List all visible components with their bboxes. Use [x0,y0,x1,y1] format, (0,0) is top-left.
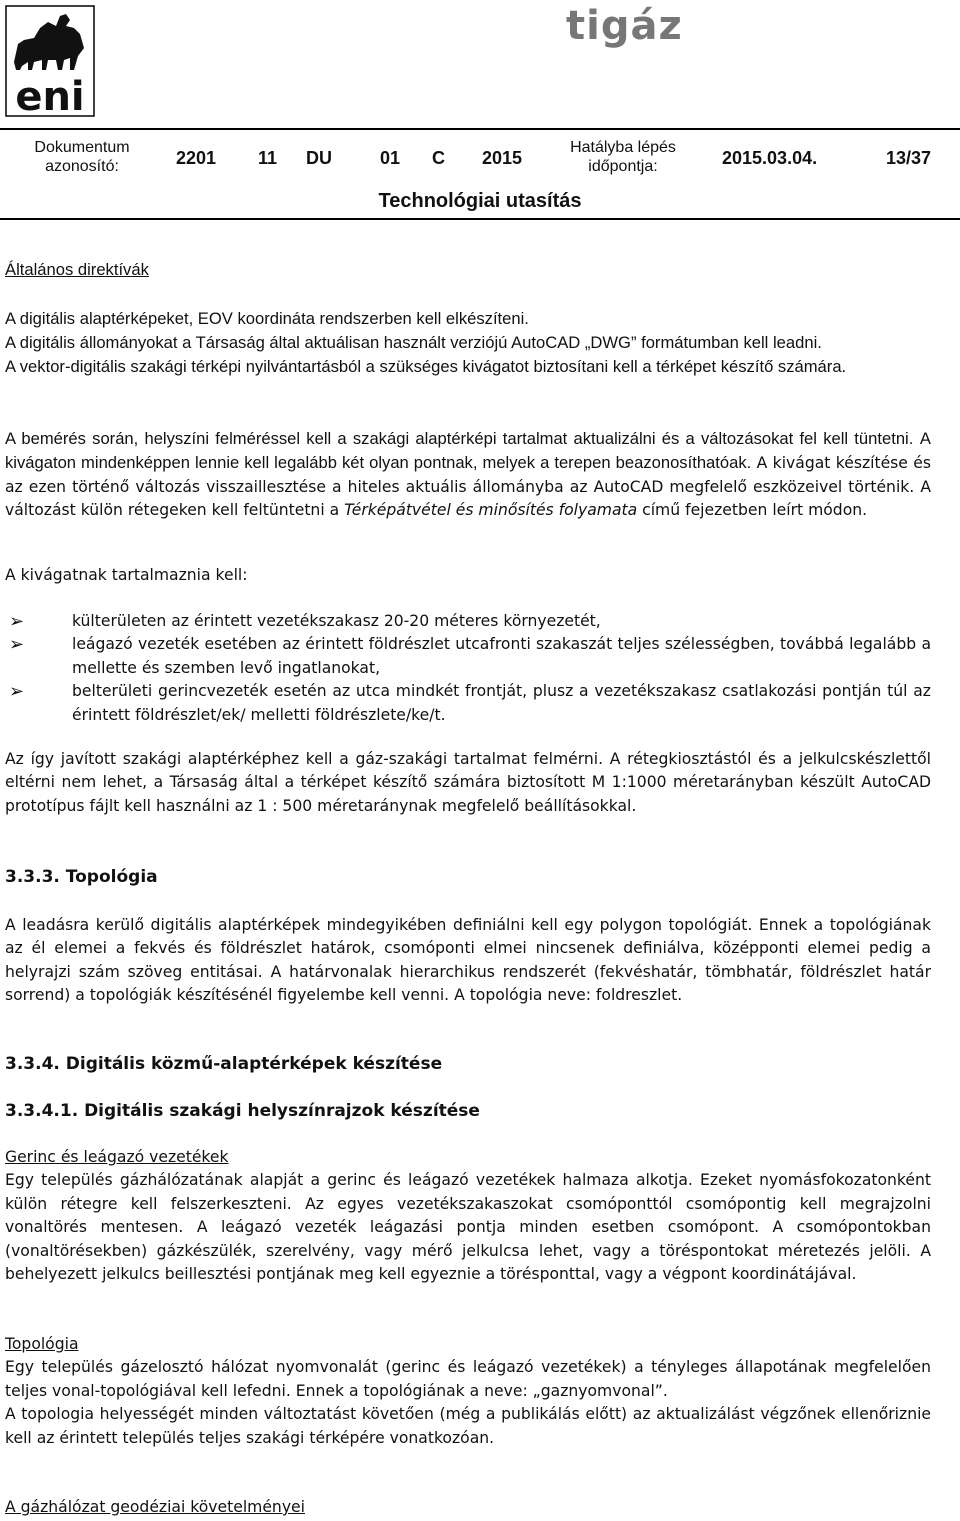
list-item: ➢ leágazó vezeték esetében az érintett földrészlet utcafronti szakaszát teljes szélességben, továbbá legalább a mellette és szemben levő ingatlanokat, [9,634,931,677]
svg-text:eni: eni [15,74,85,120]
effective-date-label: Hatályba lépés időpontja: [570,139,676,175]
doc-id-label: Dokumentum azonosító: [34,139,130,175]
tigaz-logo: tigáz [566,3,683,49]
doc-id-part: 2201 [176,148,217,168]
subsection-topologia [5,1333,931,1450]
section-topology-text: A leadásra kerülő digitális alaptérképek mindegyikében definiálni kell egy polygon topológiát. Ennek a topológiának az él elemei a fekvés és földrészlet határok, csomóponti elmei nincsenek definiálva, középponti elemei pedig a helyrajzi szám szöveg entitásai. A határvonalak hierarchikus rendszerét (fekvéshatár, tömbhatár, földrészlet határ sorrend) a topológiák készítésénél figyelembe kell venni. A topológia neve: foldreszlet. [5,916,931,1005]
arrow-bullet-icon: ➢ [9,681,25,703]
section-general-heading: Általános direktívák [5,260,149,279]
subsection-gerinc-heading: Gerinc és leágazó vezetékek [5,1148,229,1166]
subsection-gerinc [5,1146,931,1286]
subsection-topologia-text: A topologia helyességét minden változtatást követően (még a publikálás előtt) az aktualizálást végzőnek ellenőriznie kell az érintett település teljes szakági térképére vonatkozóan. [5,1405,931,1447]
general-para-part: A kivágat készítése és az ezen történő változás visszaillesztése a hiteles aktuális állományba az AutoCAD megfelelő eszközeivel történik. A változást külön rétegeken kell feltüntetni a [5,454,931,520]
document-title: Technológiai utasítás [378,190,582,212]
list-item: ➢ külterületen az érintett vezetékszakasz 20-20 méteres környezetét, [9,611,601,632]
content-list-intro: A kivágatnak tartalmaznia kell: [5,566,248,584]
doc-id-part: 11 [258,148,278,168]
doc-id-part: 2015 [482,148,523,168]
content-list [5,610,931,727]
doc-id-part: C [432,148,445,168]
effective-date: 2015.03.04. [722,148,818,168]
doc-id-part: DU [306,148,332,168]
subsection-gerinc-text: Egy település gázhálózatának alapját a gerinc és leágazó vezetékek halmaza alkotja. Ezeket nyomásfokozatonként külön rétegre kell felszerkeszteni. Az egyes vezetékszakaszokat csomóponttól csomópontig kell megrajzolni vonaltörés mentesen. A leágazó vezeték leágazási pontja minden esetben csomópont. A csomópontokban (vonaltörésekben) gázkészülék, szerelvény, vagy mérő jelkulcsa lehet, vagy a töréspontokat méretezés jelöli. A behelyezett jelkulcs beillesztési pontjának meg kell egyeznie a törésponttal, vagy a végpont koordinátájával. [5,1171,931,1284]
arrow-bullet-icon: ➢ [9,611,25,632]
general-line: A digitális alaptérképeket, EOV koordináta rendszerben kell elkészíteni. [5,309,529,328]
general-para-part: című fejezetben leírt módon. [642,501,868,520]
section-general-body [5,307,931,378]
section-3341-heading: 3.3.4.1. Digitális szakági helyszínrajzok készítése [5,1101,480,1121]
list-item: ➢ belterületi gerincvezeték esetén az utca mindkét frontját, plusz a vezetékszakasz csatlakozási pontján túl az érintett földrészlet/ek/ melletti földrészlete/ke/t. [9,681,931,724]
general-para-part: A bemérés során, helyszíni felméréssel kell a szakági alaptérképi tartalmat aktualizálni és a változásokat fel kell tüntetni. [5,429,914,448]
process-reference: Térképátvétel és minősítés folyamata [344,501,638,520]
subsection-geodetic: A gázhálózat geodéziai követelményei [5,1498,305,1516]
eni-logo [4,4,98,122]
general-line: A vektor-digitális szakági térképi nyilvántartásból a szükséges kivágatot biztosítani kell a térképet készítő számára. [5,356,847,376]
section-general-paragraph [5,427,931,523]
section-topology-heading: 3.3.3. Topológia [5,867,158,887]
general-line: A digitális állományokat a Társaság által aktuálisan használt verziójú AutoCAD „DWG” formátumban kell leadni. [5,332,822,352]
subsection-topologia-heading: Topológia [5,1335,79,1353]
correction-paragraph: Az így javított szakági alaptérképhez kell a gáz-szakági tartalmat felmérni. A rétegkiosztástól és a jelkulcskészlettől eltérni nem lehet, a Társaság által a térképet készítő számára biztosított M 1:1000 méretarányban készült AutoCAD prototípus fájlt kell használni az 1 : 500 méretaránynak megfelelő beállításokkal. [5,750,931,815]
arrow-bullet-icon: ➢ [9,634,25,656]
section-334-heading: 3.3.4. Digitális közmű-alaptérképek készítése [5,1054,443,1074]
page-number: 13/37 [886,148,932,168]
general-para-part: A kivágaton mindenképpen lennie kell legalább két olyan pontnak, melyek a terepen beazonosíthatóak. [5,429,931,473]
doc-id-part: 01 [380,148,401,168]
subsection-topologia-text: Egy település gázelosztó hálózat nyomvonalát (gerinc és leágazó vezetékek) a tényleges állapotának megfelelően teljes vonal-topológiával kell lefedni. Ennek a topológiának a neve: „gaznyomvonal”. [5,1358,931,1400]
document-header [0,128,960,220]
